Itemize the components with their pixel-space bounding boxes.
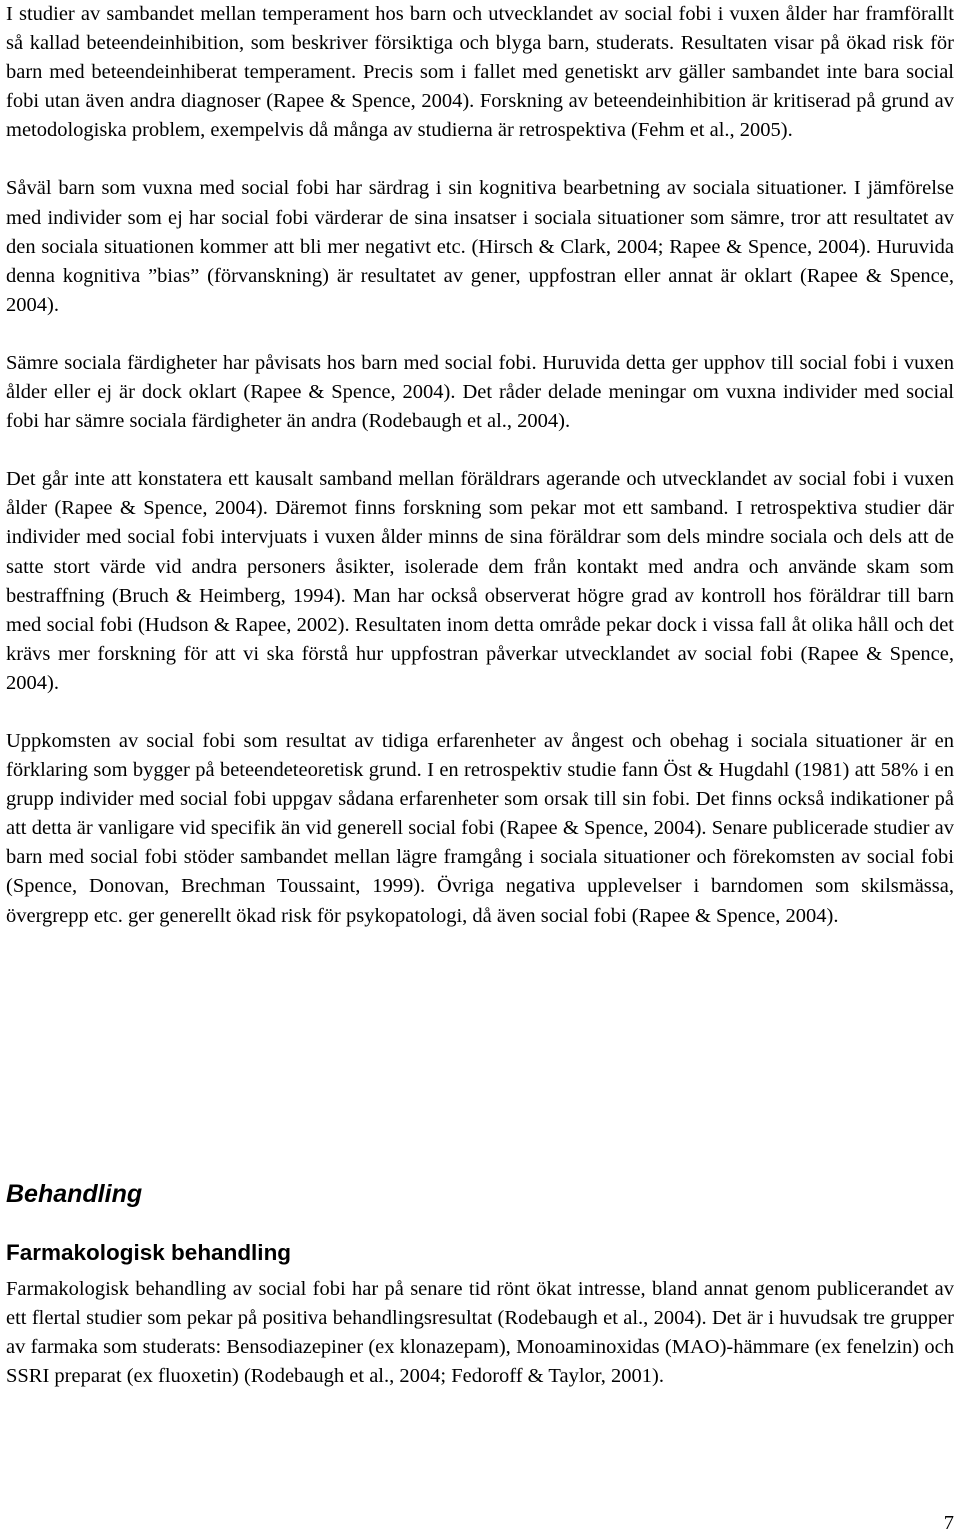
paragraph-early-experiences: Uppkomsten av social fobi som resultat av tidiga erfarenheter av ångest och obehag i sociala situationer är en förklaring som bygger på beteendeteoretisk grund. I en retrospektiv studie fann Öst & Hugdahl (1981) att 58% i en grupp individer med social fobi uppgav sådana erfarenheter som orsak till sin fobi. Det finns också indikationer på att detta är vanligare vid specifik än vid generell social fobi (Rapee & Spence, 2004). Senare publicerade studier av barn med social fobi stöder sambandet mellan lägre framgång i sociala situationer och förekomsten av social fobi (Spence, Donovan, Brechman Toussaint, 1999). Övriga negativa upplevelser i barndomen som skilsmässa, övergrepp etc. ger generellt ökad risk för psykopatologi, då även social fobi (Rapee & Spence, 2004).: [6, 729, 954, 927]
subsection-heading: Farmakologisk behandling: [6, 1240, 292, 1265]
paragraph-temperament: I studier av sambandet mellan temperament hos barn och utvecklandet av social fobi i vuxen ålder har framförallt så kallad beteendeinhibition, som beskriver försiktiga och blyga barn, studerats. Resultaten visar på ökad risk för barn med beteendeinhiberat temperament. Precis som i fallet med genetiskt arv gäller sambandet inte bara social fobi utan även andra diagnoser (Rapee & Spence, 2004). Forskning av beteendeinhibition är kritiserad på grund av metodologiska problem, exempelvis då många av studierna är retrospektiva (Fehm et al., 2005).: [6, 3, 954, 142]
paragraph-cognitive-processing: Såväl barn som vuxna med social fobi har särdrag i sin kognitiva bearbetning av sociala situationer. I jämförelse med individer som ej har social fobi värderar de sina insatser i sociala situationer som sämre, tror att resultatet av den sociala situationen kommer att bli mer negativt etc. (Hirsch & Clark, 2004; Rapee & Spence, 2004). Huruvida denna kognitiva ”bias” (förvanskning) är resultatet av gener, uppfostran eller annat är oklart (Rapee & Spence, 2004).: [6, 177, 954, 316]
document-page: [6, 0, 954, 1388]
paragraph-pharmacological-treatment: Farmakologisk behandling av social fobi har på senare tid rönt ökat intresse, bland annat genom publicerandet av ett flertal studier som pekar på positiva behandlingsresultat (Rodebaugh et al., 2004). Det är i huvudsak tre grupper av farmaka som studerats: Bensodiazepiner (ex klonazepam), Monoaminoxidas (MAO)-hämmare (ex fenelzin) och SSRI preparat (ex fluoxetin) (Rodebaugh et al., 2004; Fedoroff & Taylor, 2001).: [6, 1278, 954, 1388]
page-number: 7: [943, 1512, 954, 1534]
section-heading: Behandling: [6, 1180, 143, 1208]
paragraph-social-skills: Sämre sociala färdigheter har påvisats hos barn med social fobi. Huruvida detta ger upphov till social fobi i vuxen ålder eller ej är dock oklart (Rapee & Spence, 2004). Det råder delade meningar om vuxna individer med social fobi har sämre sociala färdigheter än andra (Rodebaugh et al., 2004).: [6, 351, 954, 433]
paragraph-parenting: Det går inte att konstatera ett kausalt samband mellan föräldrars agerande och utvecklandet av social fobi i vuxen ålder (Rapee & Spence, 2004). Däremot finns forskning som pekar mot ett samband. I retrospektiva studier där individer med social fobi intervjuats i vuxen ålder minns de sina föräldrar som dels mindre sociala och dels att de satte stort värde vid andra personers åsikter, isolerade dem från kontakt med andra och använde skam som bestraffning (Bruch & Heimberg, 1994). Man har också observerat högre grad av kontroll hos föräldrar till barn med social fobi (Hudson & Rapee, 2002). Resultaten inom detta område pekar dock i vissa fall åt olika håll och det krävs mer forskning för att vi ska förstå hur uppfostran påverkar utvecklandet av social fobi (Rapee & Spence, 2004).: [6, 468, 954, 694]
